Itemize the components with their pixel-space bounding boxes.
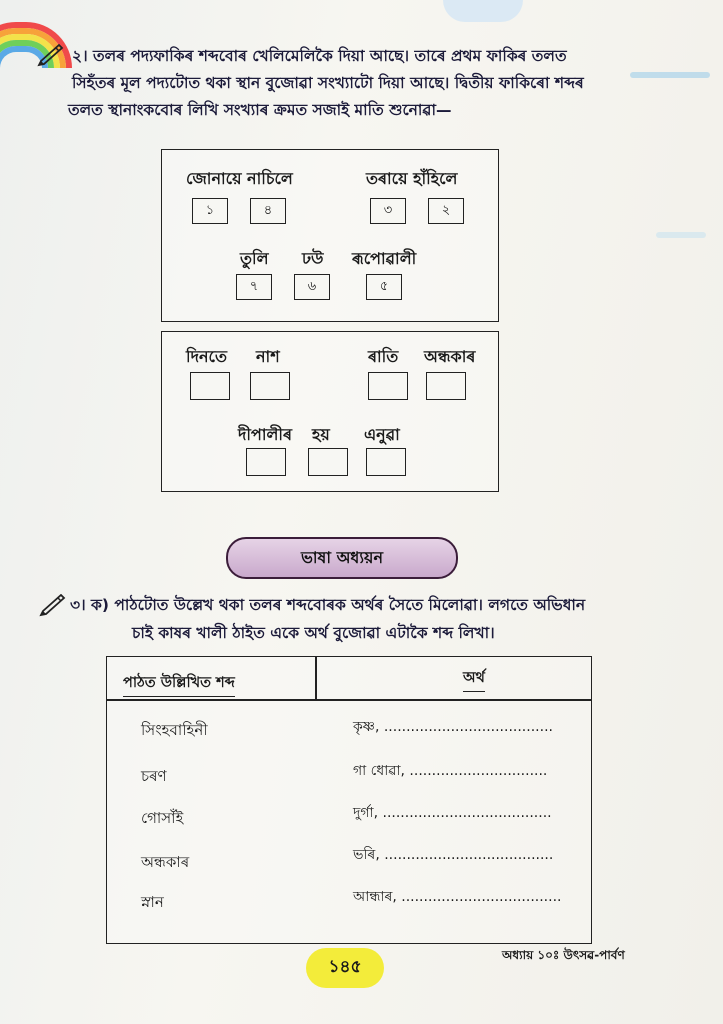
answer-box[interactable] bbox=[366, 448, 406, 476]
poem-word: নাশ bbox=[256, 347, 280, 366]
table-meaning[interactable]: দুৰ্গা, ...................................... bbox=[353, 805, 552, 821]
answer-box[interactable] bbox=[250, 372, 290, 400]
table-word: চৰণ bbox=[141, 767, 167, 785]
poem-word: দীপালীৰ bbox=[238, 425, 292, 444]
poem-word: জোনায়ে নাচিলে bbox=[186, 169, 293, 188]
table-meaning[interactable]: কৃষ্ণ, ...................................... bbox=[353, 719, 553, 735]
question-2-line-1: ২। তলৰ পদ্যফাকিৰ শব্দবোৰ খেলিমেলিকৈ দিয়া আছে। তাৰে প্ৰথম ফাকিৰ তলত bbox=[72, 47, 567, 65]
poem-word: ৰূপোৱালী bbox=[352, 249, 417, 268]
answer-box[interactable] bbox=[426, 372, 466, 400]
poem-word: ৰাতি bbox=[368, 347, 399, 366]
table-word: স্নান bbox=[141, 893, 164, 911]
position-number-box: ৬ bbox=[294, 274, 330, 300]
poem-word: তৰায়ে হাঁহিলে bbox=[366, 169, 458, 188]
answer-box[interactable] bbox=[308, 448, 348, 476]
table-header-words: পাঠত উল্লিখিত শব্দ bbox=[123, 672, 235, 697]
table-word: সিংহবাহিনী bbox=[141, 721, 208, 739]
poem-word: অন্ধকাৰ bbox=[424, 347, 476, 366]
section-title: ভাষা অধ্যয়ন bbox=[226, 537, 458, 579]
position-number-box: ২ bbox=[428, 198, 464, 224]
poem-word: ঢউ bbox=[302, 249, 324, 268]
position-number-box: ১ bbox=[192, 198, 228, 224]
word-meaning-table bbox=[106, 656, 592, 944]
table-meaning[interactable]: গা ধোৱা, ............................... bbox=[353, 763, 548, 779]
pencil-icon bbox=[38, 594, 68, 618]
table-column-divider bbox=[315, 657, 317, 699]
pencil-icon bbox=[36, 44, 66, 68]
table-word: গোসাঁই bbox=[141, 809, 184, 827]
poem-word: তুলি bbox=[240, 249, 269, 268]
position-number-box: ৭ bbox=[236, 274, 272, 300]
question-2-line-2: সিহঁতৰ মূল পদ্যটোত থকা স্থান বুজোৱা সংখ্যাটো দিয়া আছে। দ্বিতীয় ফাকিৰো শব্দৰ bbox=[72, 74, 584, 92]
table-meaning[interactable]: আন্ধাৰ, .................................... bbox=[353, 889, 562, 905]
chapter-label: অধ্যায় ১০ঃ উৎসৱ-পাৰ্বণ bbox=[502, 948, 625, 962]
page-number: ১৪৫ bbox=[306, 948, 384, 988]
question-2-line-3: তলত স্থানাংকবোৰ লিখি সংখ্যাৰ ক্ৰমত সজাই মাতি শুনোৱা— bbox=[68, 101, 452, 119]
answer-box[interactable] bbox=[246, 448, 286, 476]
table-header-divider bbox=[107, 699, 591, 701]
table-word: অন্ধকাৰ bbox=[141, 853, 190, 871]
position-number-box: ৪ bbox=[250, 198, 286, 224]
position-number-box: ৩ bbox=[370, 198, 406, 224]
poem-word: এনুৱা bbox=[364, 425, 400, 444]
cloud-decoration bbox=[443, 0, 523, 22]
poem-words-box-2 bbox=[161, 331, 499, 492]
poem-words-box-1 bbox=[161, 149, 499, 322]
decorative-smear bbox=[630, 72, 710, 78]
table-header-meaning: অৰ্থ bbox=[463, 667, 485, 692]
table-meaning[interactable]: ভৰি, ...................................... bbox=[353, 847, 554, 863]
answer-box[interactable] bbox=[190, 372, 230, 400]
question-3-line-1: ৩। ক) পাঠটোত উল্লেখ থকা তলৰ শব্দবোৰক অৰ্থৰ সৈতে মিলোৱা। লগতে অভিধান bbox=[70, 596, 586, 614]
decorative-smear bbox=[656, 232, 706, 238]
poem-word: দিনতে bbox=[186, 347, 227, 366]
answer-box[interactable] bbox=[368, 372, 408, 400]
position-number-box: ৫ bbox=[366, 274, 402, 300]
poem-word: হয় bbox=[312, 425, 330, 444]
question-3-line-2: চাই কাষৰ খালী ঠাইত একে অৰ্থ বুজোৱা এটাকৈ শব্দ লিখা। bbox=[132, 624, 495, 642]
